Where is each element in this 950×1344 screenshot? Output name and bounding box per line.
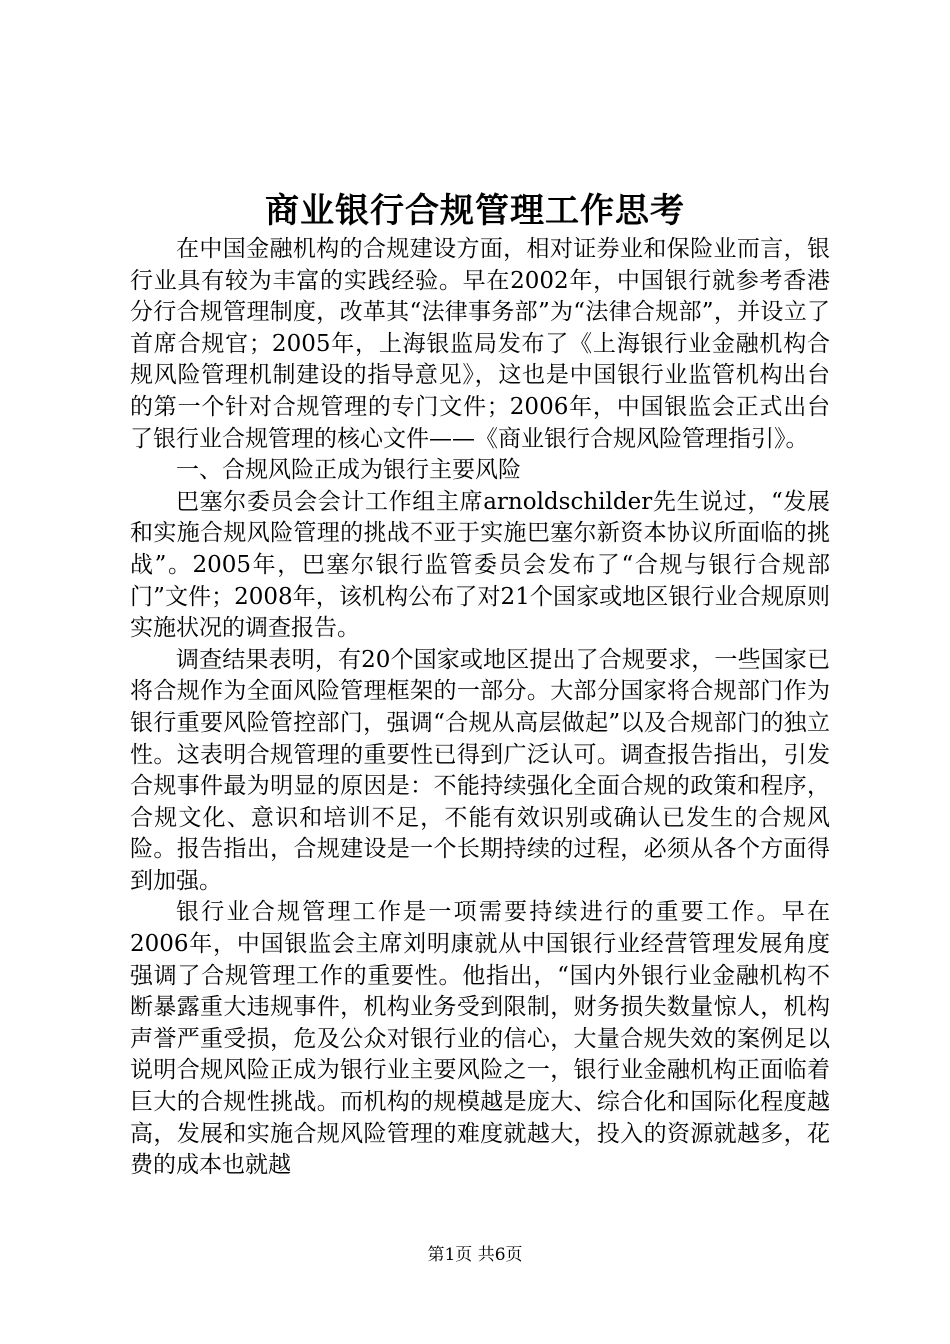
page-footer: 第1页 共6页 — [427, 1245, 523, 1265]
paragraph-basel: 巴塞尔委员会会计工作组主席arnoldschilder先生说过，“发展和实施合规风险管理的挑战不亚于实施巴塞尔新资本协议所面临的挑战”。2005年，巴塞尔银行监管委员会发布了“合规与银行合规部门”文件；2008年，该机构公布了对21个国家或地区银行业合规原则实施状况的调查报告。 — [130, 488, 830, 642]
paragraph-intro: 在中国金融机构的合规建设方面，相对证券业和保险业而言，银行业具有较为丰富的实践经验。早在2002年，中国银行就参考香港分行合规管理制度，改革其“法律事务部”为“法律合规部”，并设立了首席合规官；2005年，上海银监局发布了《上海银行业金融机构合规风险管理机制建设的指导意见》，这也是中国银行业监管机构出台的第一个针对合规管理的专门文件；2006年，中国银监会正式出台了银行业合规管理的核心文件——《商业银行合规风险管理指引》。 — [130, 236, 830, 452]
document-body — [130, 234, 830, 1182]
document-title: 商业银行合规管理工作思考 — [265, 191, 685, 231]
paragraph-cbrc: 银行业合规管理工作是一项需要持续进行的重要工作。早在2006年，中国银监会主席刘明康就从中国银行业经营管理发展角度强调了合规管理工作的重要性。他指出，“国内外银行业金融机构不断暴露重大违规事件，机构业务受到限制，财务损失数量惊人，机构声誉严重受损，危及公众对银行业的信心，大量合规失效的案例足以说明合规风险正成为银行业主要风险之一，银行业金融机构正面临着巨大的合规性挑战。而机构的规模越是庞大、综合化和国际化程度越高，发展和实施合规风险管理的难度就越大，投入的资源就越多，花费的成本也就越 — [130, 899, 830, 1179]
paragraph-survey: 调查结果表明，有20个国家或地区提出了合规要求，一些国家已将合规作为全面风险管理框架的一部分。大部分国家将合规部门作为银行重要风险管控部门，强调“合规从高层做起”以及合规部门的独立性。这表明合规管理的重要性已得到广泛认可。调查报告指出，引发合规事件最为明显的原因是：不能持续强化全面合规的政策和程序，合规文化、意识和培训不足，不能有效识别或确认已发生的合规风险。报告指出，合规建设是一个长期持续的过程，必须从各个方面得到加强。 — [130, 646, 830, 894]
section-heading: 一、合规风险正成为银行主要风险 — [176, 457, 521, 484]
